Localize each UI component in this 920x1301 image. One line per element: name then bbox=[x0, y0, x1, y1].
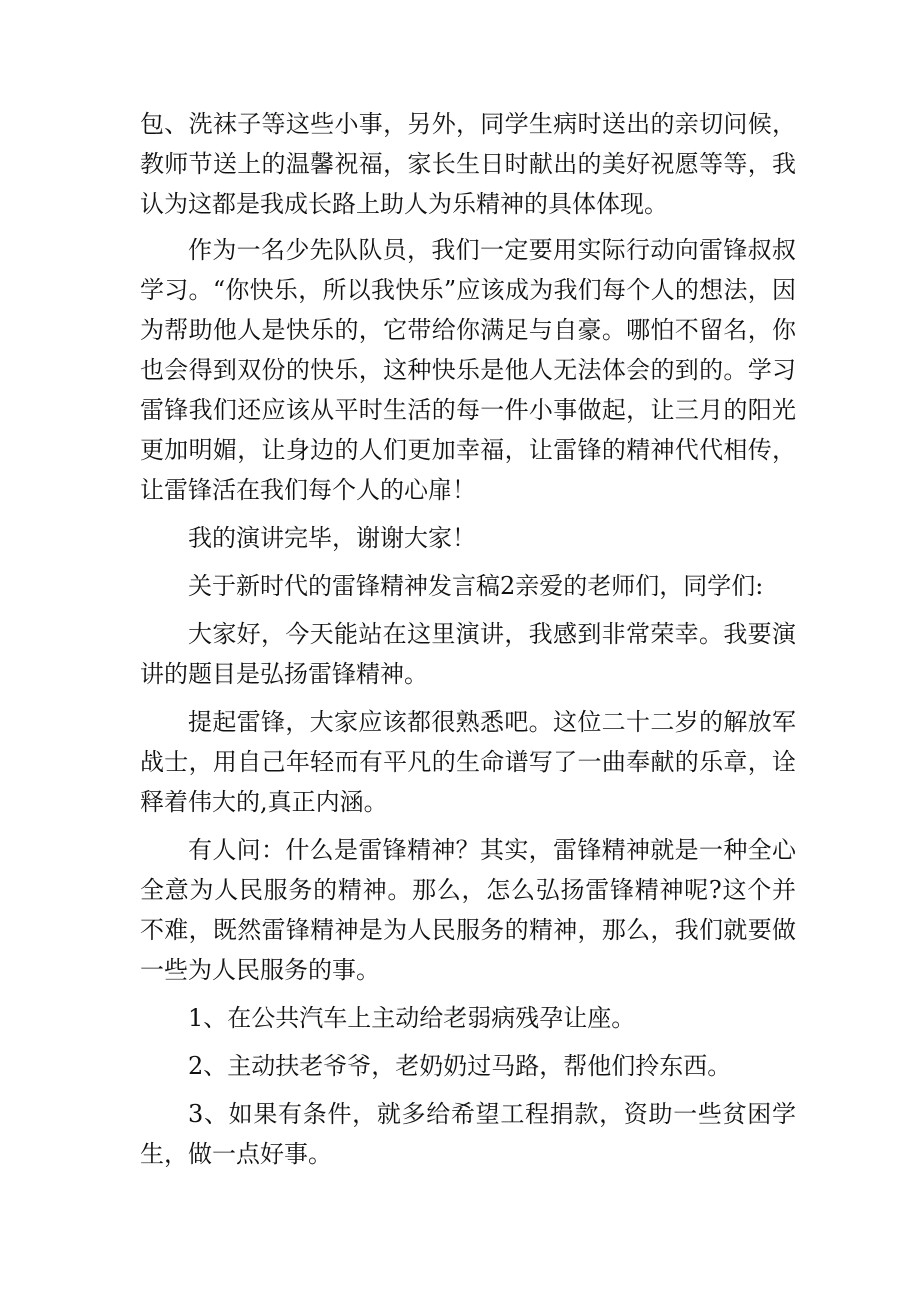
paragraph-about-leifeng: 提起雷锋，大家应该都很熟悉吧。这位二十二岁的解放军战士，用自己年轻而有平凡的生命谱写了一曲奉献的乐章，诠释着伟大的,真正内涵。 bbox=[140, 708, 796, 816]
list-item-1: 1、在公共汽车上主动给老弱病残孕让座。 bbox=[188, 1004, 636, 1032]
list-item-2: 2、主动扶老爷爷，老奶奶过马路，帮他们拎东西。 bbox=[188, 1052, 732, 1080]
paragraph-closing-thanks: 我的演讲完毕，谢谢大家！ bbox=[188, 524, 476, 552]
paragraph-continuation: 包、洗袜子等这些小事，另外，同学生病时送出的亲切问候，教师节送上的温馨祝福，家长生日时献出的美好祝愿等等，我认为这都是我成长路上助人为乐精神的具体体现。 bbox=[140, 110, 796, 218]
paragraph-learn-from-leifeng: 作为一名少先队队员，我们一定要用实际行动向雷锋叔叔学习。“你快乐，所以我快乐”应该成为我们每个人的想法，因为帮助他人是快乐的，它带给你满足与自豪。哪怕不留名，你也会得到双份的快乐，这种快乐是他人无法体会的到的。学习雷锋我们还应该从平时生活的每一件小事做起，让三月的阳光更加明媚，让身边的人们更加幸福，让雷锋的精神代代相传，让雷锋活在我们每个人的心扉！ bbox=[140, 236, 796, 504]
paragraph-what-is-spirit: 有人问：什么是雷锋精神？其实，雷锋精神就是一种全心全意为人民服务的精神。那么，怎么弘扬雷锋精神呢?这个并不难，既然雷锋精神是为人民服务的精神，那么，我们就要做一些为人民服务的事。 bbox=[140, 836, 796, 984]
document-body bbox=[140, 104, 796, 1182]
list-item-3: 3、如果有条件，就多给希望工程捐款，资助一些贫困学生，做一点好事。 bbox=[140, 1100, 796, 1168]
paragraph-speech-2-heading: 关于新时代的雷锋精神发言稿2亲爱的老师们，同学们: bbox=[188, 572, 764, 600]
paragraph-greeting: 大家好，今天能站在这里演讲，我感到非常荣幸。我要演讲的题目是弘扬雷锋精神。 bbox=[140, 620, 796, 688]
